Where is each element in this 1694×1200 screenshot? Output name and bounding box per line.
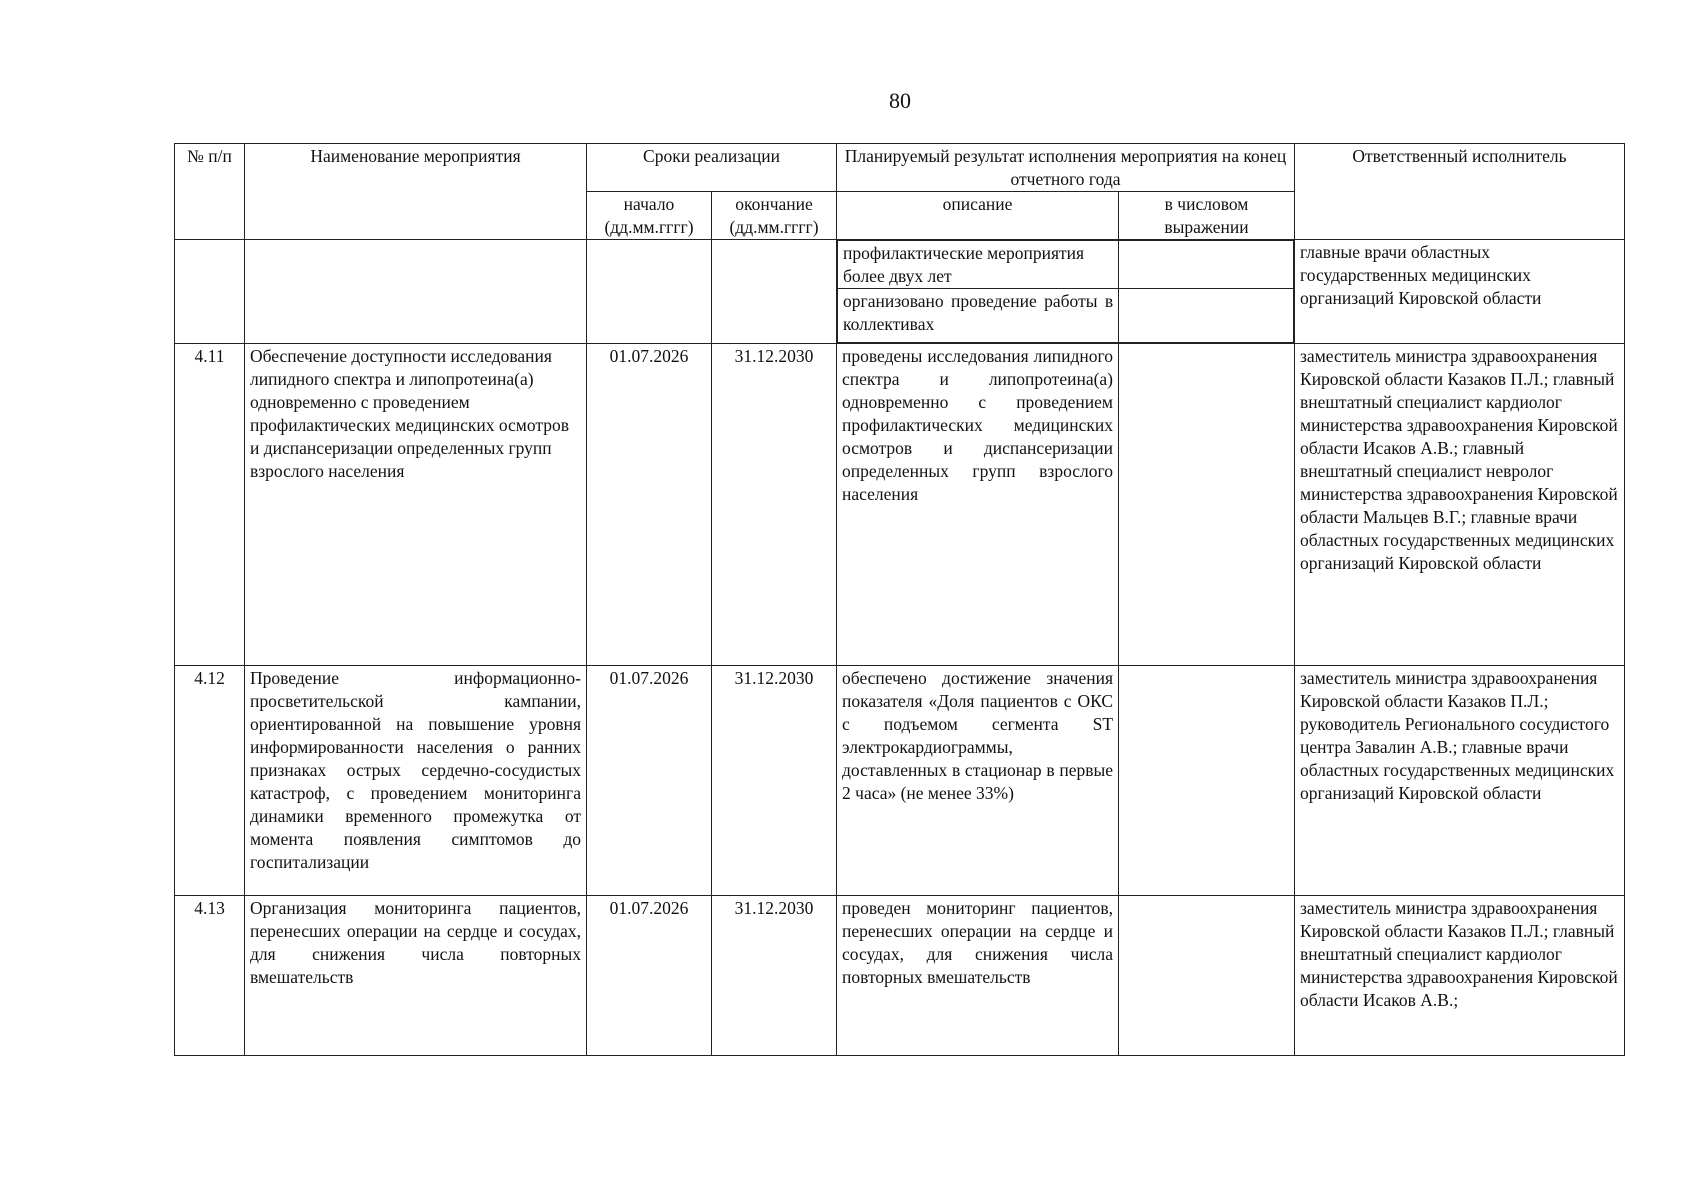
result-subtable: [837, 240, 1294, 343]
activities-table: [174, 143, 1625, 1056]
cell-responsible: заместитель министра здравоохранения Кировской области Казаков П.Л.; главный внештатный специалист кардиолог министерства здравоохранения Кировской области Исаков А.В.; главный внештатный специалист невролог министерства здравоохранения Кировской области Мальцев В.Г.; главные врачи областных государственных медицинских организаций Кировской области: [1295, 344, 1625, 666]
cell-end: 31.12.2030: [712, 666, 837, 896]
cell-end: 31.12.2030: [712, 896, 837, 1056]
cell-description: организовано проведение работы в коллективах: [838, 289, 1119, 343]
table-row: [175, 896, 1625, 1056]
cell-name: Проведение информационно-просветительской кампании, ориентированной на повышение уровня информированности населения о ранних признаках острых сердечно-сосудистых катастроф, с проведением мониторинга динамики временного промежутка от момента появления симптомов до госпитализации: [245, 666, 587, 896]
header-result: Планируемый результат исполнения мероприятия на конец отчетного года: [837, 144, 1295, 192]
cell-name: Обеспечение доступности исследования липидного спектра и липопротеина(а) одновременно с проведением профилактических медицинских осмотров и диспансеризации определенных групп взрослого населения: [245, 344, 587, 666]
cell-name: Организация мониторинга пациентов, перенесших операции на сердце и сосудах, для снижения числа повторных вмешательств: [245, 896, 587, 1056]
cell-end: 31.12.2030: [712, 344, 837, 666]
table-row: [175, 666, 1625, 896]
cell-description: обеспечено достижение значения показателя «Доля пациентов с ОКС с подъемом сегмента ST электрокардиограммы, доставленных в стационар в первые 2 часа» (не менее 33%): [837, 666, 1119, 896]
header-description: описание: [837, 192, 1119, 240]
cell-responsible: заместитель министра здравоохранения Кировской области Казаков П.Л.; руководитель Регионального сосудистого центра Завалин А.В.; главные врачи областных государственных медицинских организаций Кировской области: [1295, 666, 1625, 896]
cell-result-split: [837, 240, 1295, 344]
cell-num: 4.12: [175, 666, 245, 896]
cell-numeric: [1119, 896, 1295, 1056]
header-num: № п/п: [175, 144, 245, 240]
header-end: окончание (дд.мм.гггг): [712, 192, 837, 240]
cell-start: [587, 240, 712, 344]
cell-description: проведены исследования липидного спектра и липопротеина(а) одновременно с проведением профилактических медицинских осмотров и диспансеризации определенных групп взрослого населения: [837, 344, 1119, 666]
table-row-continuation: [175, 240, 1625, 344]
cell-description: проведен мониторинг пациентов, перенесших операции на сердце и сосудах, для снижения числа повторных вмешательств: [837, 896, 1119, 1056]
header-responsible: Ответственный исполнитель: [1295, 144, 1625, 240]
header-timing: Сроки реализации: [587, 144, 837, 192]
cell-num: 4.13: [175, 896, 245, 1056]
header-row-1: [175, 144, 1625, 192]
cell-numeric: [1119, 289, 1294, 343]
cell-numeric: [1119, 666, 1295, 896]
cell-start: 01.07.2026: [587, 666, 712, 896]
result-subrow: [838, 241, 1294, 289]
cell-start: 01.07.2026: [587, 896, 712, 1056]
cell-responsible: заместитель министра здравоохранения Кировской области Казаков П.Л.; главный внештатный специалист кардиолог министерства здравоохранения Кировской области Исаков А.В.;: [1295, 896, 1625, 1056]
cell-numeric: [1119, 344, 1295, 666]
table-row: [175, 344, 1625, 666]
cell-name: [245, 240, 587, 344]
cell-numeric: [1119, 241, 1294, 289]
header-start: начало (дд.мм.гггг): [587, 192, 712, 240]
result-subrow: [838, 289, 1294, 343]
cell-start: 01.07.2026: [587, 344, 712, 666]
header-name: Наименование мероприятия: [245, 144, 587, 240]
header-numeric: в числовом выражении: [1119, 192, 1295, 240]
cell-num: 4.11: [175, 344, 245, 666]
cell-num: [175, 240, 245, 344]
page-number: 80: [889, 88, 911, 113]
cell-end: [712, 240, 837, 344]
cell-description: профилактические мероприятия более двух лет: [838, 241, 1119, 289]
cell-responsible: главные врачи областных государственных медицинских организаций Кировской области: [1295, 240, 1625, 344]
